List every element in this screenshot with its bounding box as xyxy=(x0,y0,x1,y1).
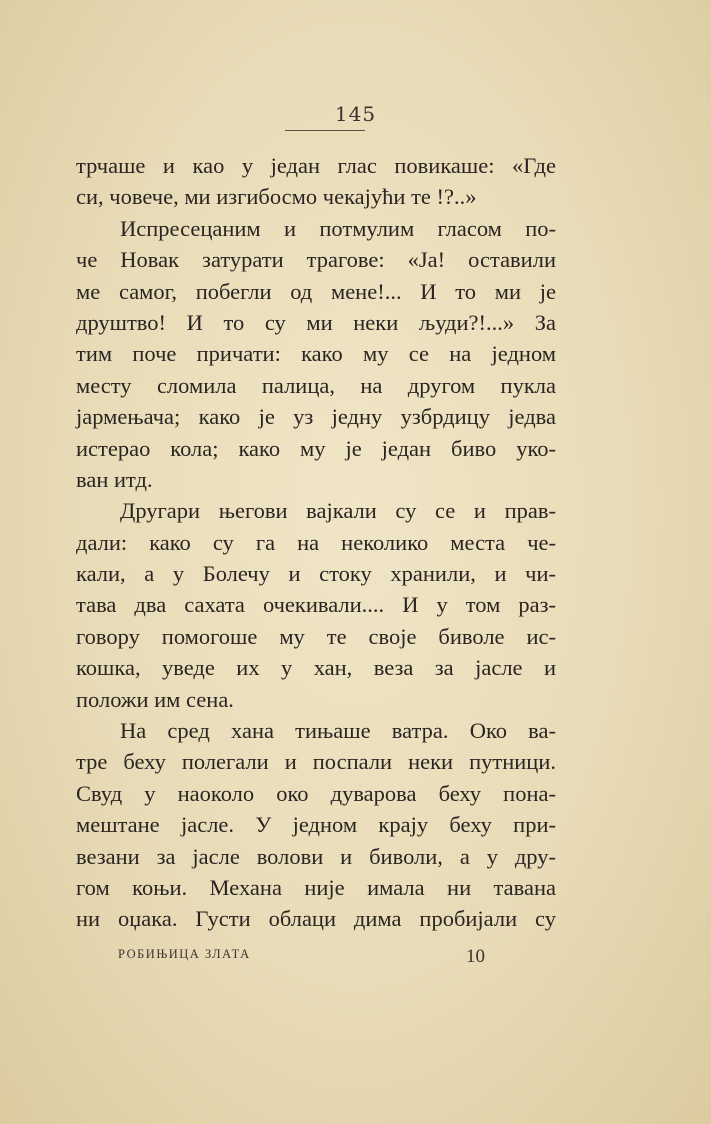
text-line: везани за јасле волови и биволи, а у дру- xyxy=(76,843,556,869)
text-line: си, човече, ми изгибосмо чекајући те !?..» xyxy=(76,184,477,210)
text-line: говору помогоше му те своје биволе ис- xyxy=(76,623,556,649)
sheet-number: 10 xyxy=(466,946,485,967)
text-line: дали: како су га на неколико места че- xyxy=(76,529,556,555)
text-line: ме самог, побегли од мене!... И то ми је xyxy=(76,278,556,304)
text-line: кошка, уведе их у хан, веза за јасле и xyxy=(76,655,556,681)
paragraph-start-line: На сред хана тињаше ватра. Око ва- xyxy=(120,718,556,744)
text-line: ван итд. xyxy=(76,466,153,492)
text-line: месту сломила палица, на другом пукла xyxy=(76,372,556,398)
text-line: друштво! И то су ми неки људи?!...» За xyxy=(76,309,556,335)
text-line: тре беху полегали и поспали неки путници. xyxy=(76,749,556,775)
page-number: 145 xyxy=(334,102,377,126)
text-line: тава два сахата очекивали.... И у том раз- xyxy=(76,592,556,618)
signature-mark: РОБИЊИЦА ЗЛАТА xyxy=(118,947,251,961)
text-line: тим поче причати: како му се на једном xyxy=(76,341,556,367)
paragraph-start-line: Другари његови вајкали су се и прав- xyxy=(120,498,556,524)
text-line: Свуд у наоколо око дуварова беху пона- xyxy=(76,780,556,806)
text-line: кали, а у Болечу и стоку хранили, и чи- xyxy=(76,561,556,587)
text-line: ни оџака. Густи облаци дима пробијали су xyxy=(76,906,556,932)
paragraph-start-line: Испресецаним и потмулим гласом по- xyxy=(120,215,556,241)
header-rule xyxy=(285,130,365,131)
body-text xyxy=(76,150,556,935)
text-line: јармењача; како је уз једну узбрдицу једва xyxy=(76,404,556,430)
text-line: мештане јасле. У једном крају беху при- xyxy=(76,812,556,838)
text-line: че Новак затурати трагове: «Ја! оставили xyxy=(76,247,556,273)
text-line: гом коњи. Механа није имала ни тавана xyxy=(76,874,556,900)
text-line: истерао кола; како му је један биво уко- xyxy=(76,435,556,461)
text-line: трчаше и као у један глас повикаше: «Где xyxy=(76,153,556,178)
text-line: положи им сена. xyxy=(76,686,234,712)
